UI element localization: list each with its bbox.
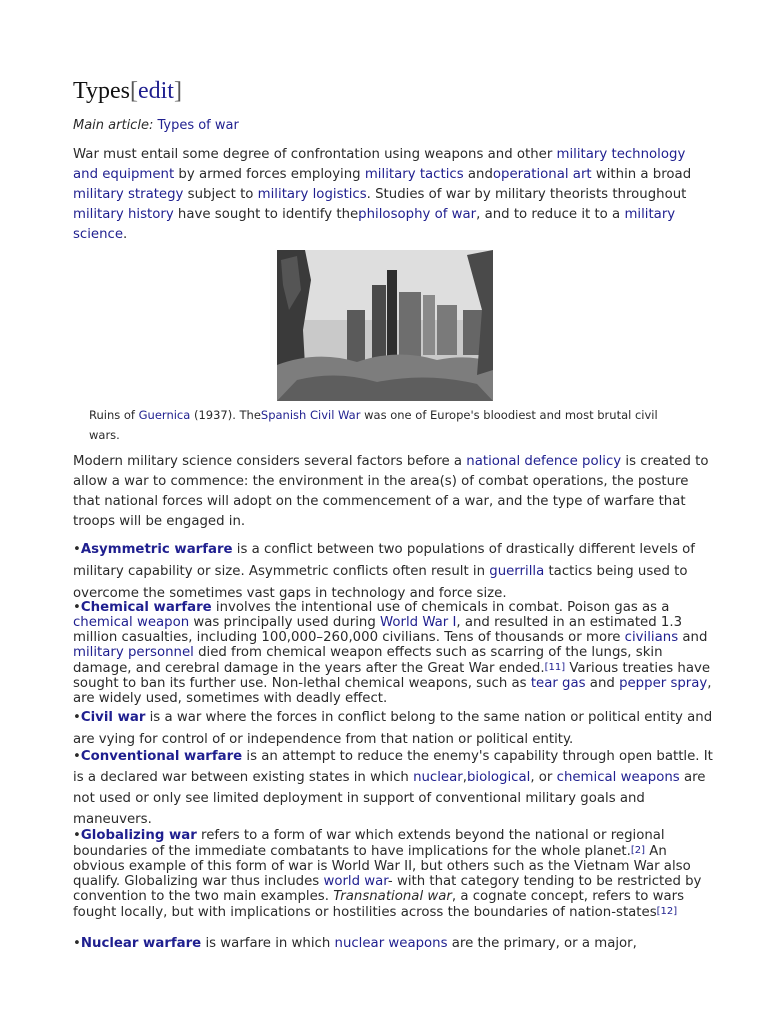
main-article-link[interactable]: Types of war — [157, 118, 239, 133]
text: involves the intentional use of chemicals in combat. Poison gas as a — [211, 600, 670, 615]
text: is warfare in which — [201, 936, 335, 951]
link-operational-art[interactable]: operational art — [492, 167, 592, 182]
text: - with that category tending to be restricted by convention to the two main examples. — [73, 874, 702, 904]
bullet-conventional-warfare — [73, 746, 713, 830]
text: within a broad — [591, 167, 692, 182]
link-national-defence-policy[interactable]: national defence policy — [466, 454, 622, 469]
ruins-photo-graphic — [277, 250, 493, 401]
text: died from chemical weapon effects such as scarring of the lungs, skin damage, and cerebral damage in the years after the Great War ended. — [73, 645, 663, 676]
bullet-dot: • — [73, 542, 81, 557]
bullet-globalizing-war — [73, 828, 713, 920]
text: (1937). The — [190, 408, 261, 422]
text: tactics being used to overcome the sometimes vast gaps in technology and force size. — [73, 564, 688, 601]
figure-caption — [89, 405, 689, 445]
link-military-strategy[interactable]: military strategy — [73, 187, 184, 202]
text: and — [585, 676, 620, 691]
link-pepper-spray[interactable]: pepper spray — [619, 676, 708, 691]
term-transnational-war: Transnational war — [333, 889, 452, 904]
term-globalizing-war[interactable]: Globalizing war — [80, 828, 197, 843]
edit-bracket-close: ] — [173, 78, 182, 104]
text: and — [678, 630, 708, 645]
reference-12[interactable]: [12] — [656, 906, 678, 917]
text: is created to allow a war to commence: the environment in the area(s) of combat operations, the posture that national forces will adopt on the commencement of a war, and the type of warfare that troops will be engaged in. — [73, 454, 709, 529]
text: is a war where the forces in conflict belong to the same nation or political entity and are vying for control of or independence from that nation or political entity. — [73, 710, 713, 747]
bullet-dot: • — [73, 828, 81, 843]
link-world-war[interactable]: world war — [323, 874, 388, 889]
link-philosophy-of-war[interactable]: philosophy of war — [358, 207, 477, 222]
bullet-asymmetric-warfare — [73, 539, 713, 605]
term-asymmetric-warfare[interactable]: Asymmetric warfare — [80, 542, 233, 557]
link-military-personnel[interactable]: military personnel — [73, 645, 194, 660]
link-guerrilla[interactable]: guerrilla — [489, 564, 545, 579]
text: refers to a form of war which extends beyond the national or regional boundaries of the immediate combatants to have implications for the whole planet. — [73, 828, 665, 859]
link-chemical-weapons[interactable]: chemical weapons — [556, 770, 680, 785]
edit-bracket-open: [ — [129, 78, 138, 104]
bullet-dot: • — [73, 936, 81, 951]
link-military-logistics[interactable]: military logistics — [257, 187, 367, 202]
section-title: Types — [73, 78, 130, 104]
link-world-war-i[interactable]: World War I — [380, 615, 457, 630]
intro-paragraph — [73, 145, 713, 245]
bullet-nuclear-warfare — [73, 934, 713, 954]
text: was principally used during — [189, 615, 380, 630]
text: , and to reduce it to a — [476, 207, 625, 222]
term-conventional-warfare[interactable]: Conventional warfare — [80, 749, 243, 764]
reference-2[interactable]: [2] — [630, 845, 646, 856]
link-guernica[interactable]: Guernica — [138, 408, 191, 422]
text: War must entail some degree of confrontation using weapons and other — [73, 147, 557, 162]
text: and — [463, 167, 493, 182]
text: Modern military science considers several factors before a — [73, 454, 467, 469]
text: subject to — [183, 187, 258, 202]
text: by armed forces employing — [174, 167, 365, 182]
bullet-civil-war — [73, 707, 713, 751]
link-military-science[interactable]: military science — [73, 207, 676, 242]
link-military-tactics[interactable]: military tactics — [364, 167, 464, 182]
link-biological[interactable]: biological — [466, 770, 531, 785]
factors-paragraph — [73, 452, 713, 532]
link-civilians[interactable]: civilians — [624, 630, 679, 645]
text: , or — [530, 770, 557, 785]
text: . — [123, 227, 128, 242]
text: is an attempt to reduce the enemy's capability through open battle. It is a declared war between existing states in which — [73, 749, 713, 785]
text: , — [462, 770, 467, 785]
link-spanish-civil-war[interactable]: Spanish Civil War — [260, 408, 361, 422]
term-civil-war[interactable]: Civil war — [80, 710, 146, 725]
text: Various treaties have sought to ban its further use. Non-lethal chemical weapons, such as — [73, 661, 711, 691]
bullet-dot: • — [73, 749, 81, 764]
text: , a cognate concept, refers to wars fought locally, but with implications or hostilities across the boundaries of nation-states — [73, 889, 685, 920]
link-military-technology[interactable]: military technology and equipment — [73, 147, 686, 182]
bullet-chemical-warfare — [73, 600, 713, 706]
link-tear-gas[interactable]: tear gas — [530, 676, 586, 691]
text: , are widely used, sometimes with deadly effect. — [73, 676, 712, 706]
text: . Studies of war by military theorists throughout — [366, 187, 687, 202]
text: is a conflict between two populations of drastically different levels of military capability or size. Asymmetric conflicts often result in — [73, 542, 695, 579]
text: are not used or only see limited deployment in support of conventional military goals and maneuvers. — [73, 770, 706, 827]
main-article-label: Main article: — [73, 118, 158, 133]
reference-11[interactable]: [11] — [544, 662, 566, 673]
term-nuclear-warfare[interactable]: Nuclear warfare — [80, 936, 202, 951]
text: are the primary, or a major, — [447, 936, 637, 951]
text: have sought to identify the — [173, 207, 359, 222]
guernica-ruins-photo[interactable] — [277, 250, 493, 401]
link-military-history[interactable]: military history — [73, 207, 174, 222]
link-nuclear-weapons[interactable]: nuclear weapons — [334, 936, 448, 951]
link-nuclear[interactable]: nuclear — [413, 770, 463, 785]
text: was one of Europe's bloodiest and most brutal civil wars. — [89, 408, 658, 442]
bullet-dot: • — [73, 600, 81, 615]
main-article-note — [73, 118, 239, 133]
term-chemical-warfare[interactable]: Chemical warfare — [80, 600, 212, 615]
section-heading — [73, 78, 182, 105]
bullet-dot: • — [73, 710, 81, 725]
text: Ruins of — [89, 408, 139, 422]
link-chemical-weapon[interactable]: chemical weapon — [73, 615, 190, 630]
text: An obvious example of this form of war is World War II, but others such as the Vietnam War also qualify. Globalizing war thus includes — [73, 844, 691, 889]
edit-link[interactable]: edit — [137, 78, 174, 104]
text: , and resulted in an estimated 1.3 million casualties, including 100,000–260,000 civilians. Tens of thousands or more — [73, 615, 683, 645]
